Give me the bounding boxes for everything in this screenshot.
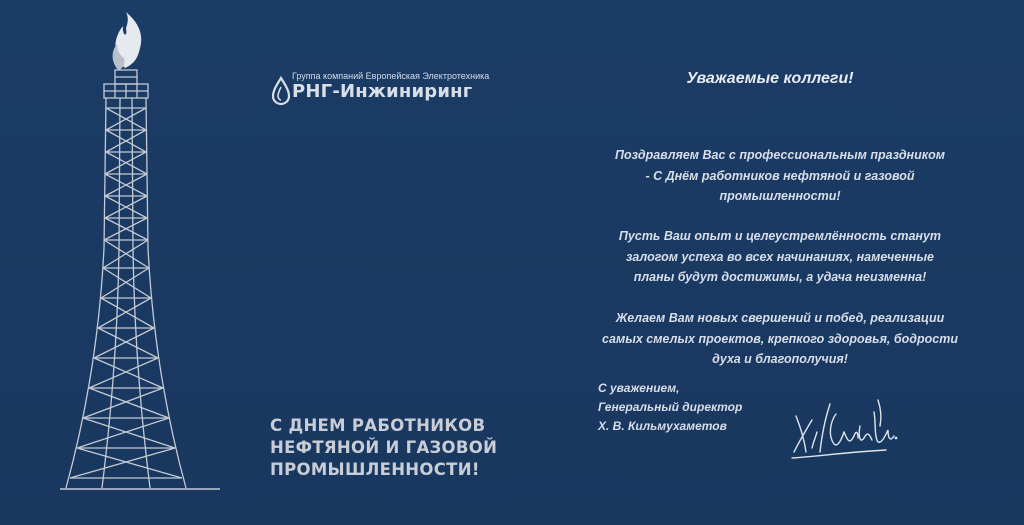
signature-mark bbox=[790, 392, 905, 462]
closing-position: Генеральный директор bbox=[598, 400, 743, 414]
letter-paragraph-1 bbox=[580, 145, 980, 207]
letter-closing bbox=[598, 379, 778, 436]
flame-icon bbox=[113, 12, 142, 70]
closing-regards: С уважением, bbox=[598, 381, 680, 395]
paragraph-3-line: Желаем Вам новых свершений и побед, реализации bbox=[615, 311, 945, 325]
paragraph-1-line: - С Днём работников нефтяной и газовой bbox=[645, 168, 915, 183]
headline-line-1: С ДНЕМ РАБОТНИКОВ bbox=[270, 416, 486, 435]
headline-line-3: ПРОМЫШЛЕННОСТИ! bbox=[270, 460, 480, 479]
paragraph-2-line: Пусть Ваш опыт и целеустремлённость станут bbox=[618, 229, 942, 243]
letter-paragraph-2 bbox=[580, 226, 980, 288]
paragraph-2-line: планы будут достижимы, а удача неизменна! bbox=[633, 270, 927, 284]
letter-paragraph-3 bbox=[580, 308, 980, 370]
company-name: РНГ-Инжиниринг bbox=[292, 81, 473, 102]
oil-drop-icon bbox=[270, 76, 292, 106]
paragraph-1-line: промышленности! bbox=[719, 189, 841, 203]
paragraph-3-line: духа и благополучия! bbox=[712, 352, 848, 366]
company-group-line: Группа компаний Европейская Электротехника bbox=[292, 71, 490, 81]
holiday-headline bbox=[270, 415, 530, 481]
paragraph-3-line: самых смелых проектов, крепкого здоровья, бодрости bbox=[602, 331, 958, 346]
headline-line-2: НЕФТЯНОЙ И ГАЗОВОЙ bbox=[270, 438, 498, 457]
paragraph-1-line: Поздравляем Вас с профессиональным праздником bbox=[615, 148, 945, 162]
closing-name: Х. В. Кильмухаметов bbox=[598, 419, 727, 433]
flare-tower-illustration bbox=[60, 8, 240, 493]
company-logo bbox=[270, 70, 490, 110]
letter-greeting: Уважаемые коллеги! bbox=[686, 70, 854, 87]
paragraph-2-line: залогом успеха во всех начинаниях, намеченные bbox=[626, 249, 934, 264]
